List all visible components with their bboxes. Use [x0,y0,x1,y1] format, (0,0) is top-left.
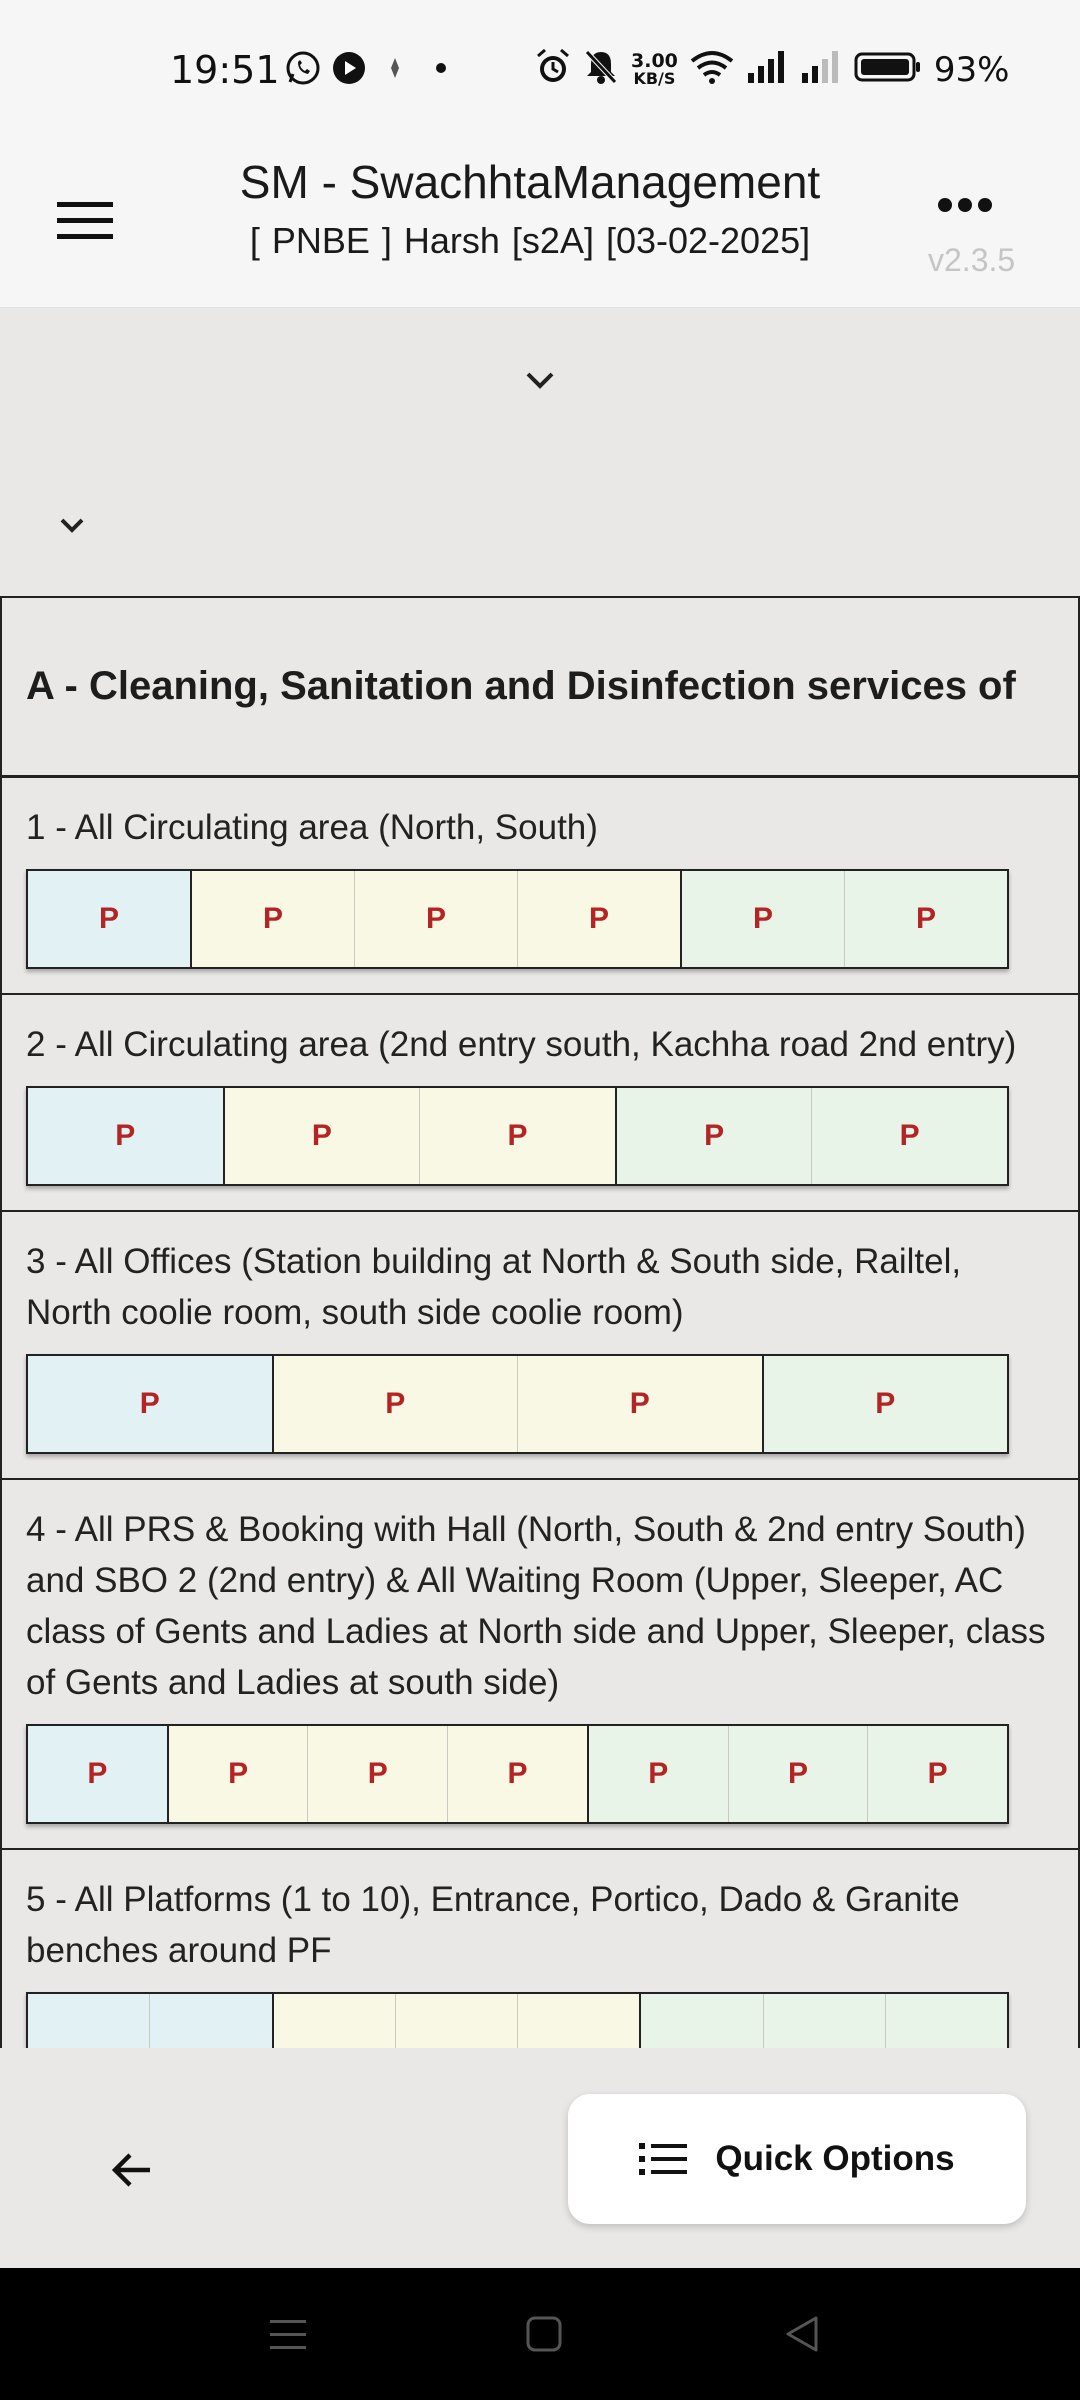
status-cell[interactable]: P [419,1088,615,1184]
status-cell[interactable]: P [272,1356,518,1452]
play-icon [331,50,367,91]
status-cell[interactable]: P [167,1726,308,1822]
back-triangle-icon [782,2314,822,2354]
whatsapp-icon [285,50,321,91]
status-cell[interactable]: P [190,871,354,967]
app-version: v2.3.5 [928,242,1016,278]
app-subtitle: [ PNBE ] Harsh [s2A] [03-02-2025] [249,220,811,261]
status-cell[interactable] [639,1994,762,2048]
checklist-item-title: 5 - All Platforms (1 to 10), Entrance, Portico, Dado & Granite benches around PF [26,1880,960,1970]
nav-home-button[interactable] [522,2312,566,2356]
checklist-item-title: 2 - All Circulating area (2nd entry south, Kachha road 2nd entry) [26,1025,1017,1064]
status-cell[interactable] [395,1994,517,2048]
status-cell[interactable] [28,1994,149,2048]
battery-icon [854,49,922,90]
status-cell[interactable]: P [680,871,844,967]
status-cell-row [26,1354,1009,1454]
chevron-down-icon [525,370,555,390]
checklist-items [0,776,1080,2048]
status-bar [0,0,1080,130]
app-title: SM - SwachhtaManagement [239,156,821,208]
net-speed-unit: KB/S [633,69,676,88]
menu-lines-icon [268,2316,308,2352]
dropdown-toggle-top[interactable] [520,360,560,400]
status-cell[interactable]: P [447,1726,587,1822]
status-cell[interactable] [763,1994,885,2048]
nav-recents-button[interactable] [266,2312,310,2356]
net-speed-value: 3.00 [631,50,678,72]
status-cell[interactable]: P [28,871,190,967]
status-cell[interactable] [517,1994,639,2048]
status-cell-row [26,1992,1009,2048]
status-cell[interactable]: P [223,1088,420,1184]
status-cell[interactable]: P [615,1088,812,1184]
dot-icon [423,50,459,91]
bottom-action-bar [0,2048,1080,2268]
system-nav-bar [0,2268,1080,2400]
status-cell[interactable]: P [844,871,1007,967]
checklist-item [0,1848,1080,2048]
checklist-item [0,1210,1080,1478]
status-cell[interactable]: P [728,1726,868,1822]
signal-icon [746,49,788,90]
home-square-icon [524,2314,564,2354]
nav-back-button[interactable] [780,2312,824,2356]
system-icons [535,48,1009,91]
notification-icons [285,50,459,91]
back-button[interactable] [100,2138,164,2202]
status-cell[interactable]: P [28,1088,223,1184]
status-cell[interactable] [149,1994,271,2048]
muted-bell-icon [583,48,619,91]
status-cell[interactable] [885,1994,1007,2048]
status-cell[interactable]: P [517,871,680,967]
fan-icon [377,50,413,91]
checklist-item [0,1478,1080,1848]
signal-weak-icon [800,49,842,90]
section-header: A - Cleaning, Sanitation and Disinfection services of [0,596,1080,776]
battery-percent: 93% [933,49,1010,90]
quick-options-label: Quick Options [715,2139,955,2178]
dropdown-toggle-left[interactable] [52,505,92,545]
status-cell-row [26,1086,1009,1186]
alarm-icon [535,48,571,91]
status-cell[interactable]: P [307,1726,447,1822]
status-cell[interactable]: P [762,1356,1008,1452]
status-cell[interactable]: P [867,1726,1007,1822]
checklist-item-title: 1 - All Circulating area (North, South) [26,808,598,847]
wifi-icon [690,49,734,90]
checklist-item [0,776,1080,993]
status-cell[interactable]: P [811,1088,1007,1184]
status-cell[interactable] [272,1994,395,2048]
status-cell[interactable]: P [28,1726,167,1822]
more-horizontal-icon [937,197,993,213]
status-cell[interactable]: P [587,1726,728,1822]
checklist [0,596,1080,2048]
more-options-button[interactable] [925,180,1005,230]
status-cell-row [26,869,1009,969]
status-cell[interactable]: P [28,1356,272,1452]
checklist-item [0,993,1080,1210]
net-speed [631,52,678,87]
chevron-down-icon [59,516,85,534]
arrow-left-icon [112,2152,152,2188]
status-cell[interactable]: P [354,871,517,967]
app-header [0,130,1080,308]
status-cell[interactable]: P [517,1356,762,1452]
status-time: 19:51 [170,48,280,92]
checklist-item-title: 3 - All Offices (Station building at North & South side, Railtel, North coolie room, south side coolie room) [26,1242,962,1332]
list-icon [639,2142,687,2176]
quick-options-button[interactable] [568,2094,1026,2224]
checklist-item-title: 4 - All PRS & Booking with Hall (North, South & 2nd entry South) and SBO 2 (2nd entry) & All Waiting Room (Upper, Sleeper, AC class of Gents and Ladies at North side and Upper, Sleeper, class of Gents and Ladies at south side) [26,1510,1046,1702]
status-cell-row [26,1724,1009,1824]
